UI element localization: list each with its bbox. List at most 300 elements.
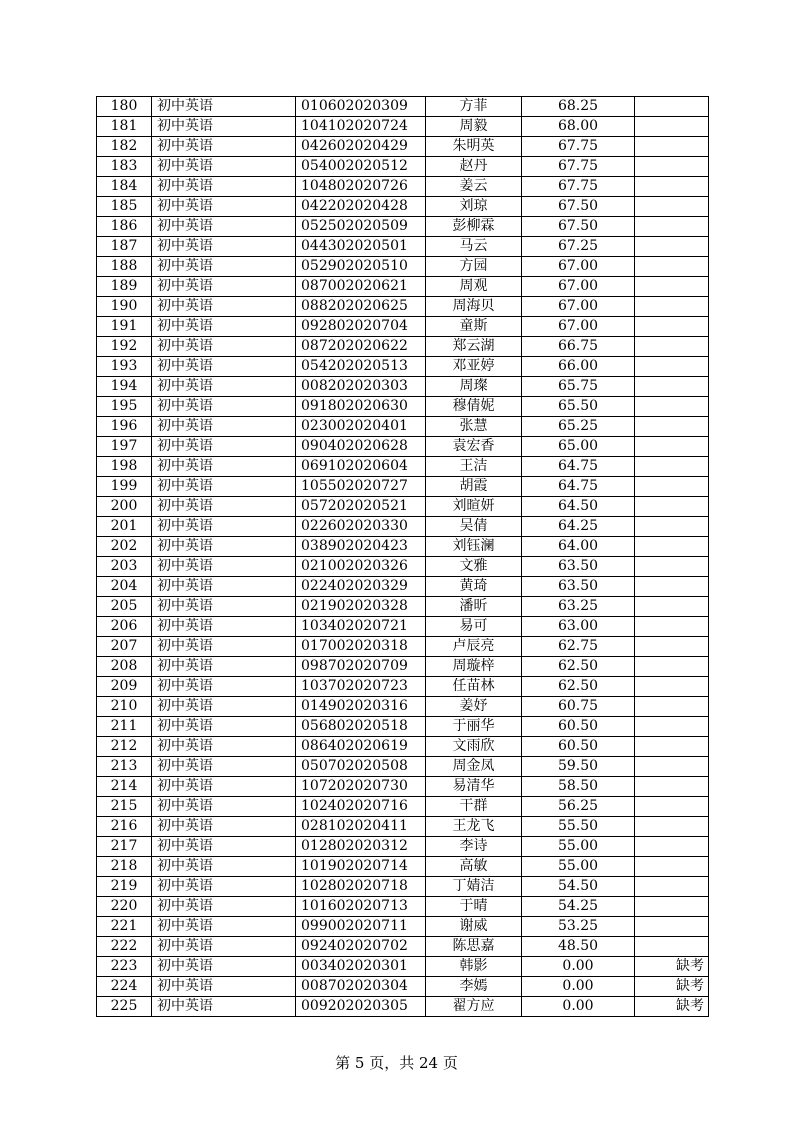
exam-id-cell: 098702020709 (296, 657, 426, 677)
seq-cell: 220 (97, 897, 152, 917)
note-cell: 缺考 (635, 957, 709, 977)
note-cell (635, 517, 709, 537)
exam-id-cell: 057202020521 (296, 497, 426, 517)
subject-cell: 初中英语 (152, 617, 296, 637)
subject-cell: 初中英语 (152, 977, 296, 997)
subject-cell: 初中英语 (152, 97, 296, 117)
name-cell: 姜妤 (426, 697, 522, 717)
exam-id-cell: 003402020301 (296, 957, 426, 977)
score-cell: 53.25 (522, 917, 635, 937)
subject-cell: 初中英语 (152, 377, 296, 397)
note-cell (635, 717, 709, 737)
table-row (97, 857, 709, 877)
note-cell (635, 97, 709, 117)
subject-cell: 初中英语 (152, 437, 296, 457)
seq-cell: 187 (97, 237, 152, 257)
seq-cell: 186 (97, 217, 152, 237)
seq-cell: 224 (97, 977, 152, 997)
note-cell (635, 777, 709, 797)
name-cell: 周金凤 (426, 757, 522, 777)
seq-cell: 201 (97, 517, 152, 537)
subject-cell: 初中英语 (152, 137, 296, 157)
seq-cell: 205 (97, 597, 152, 617)
table-row (97, 737, 709, 757)
note-cell (635, 397, 709, 417)
note-cell (635, 277, 709, 297)
name-cell: 穆倩妮 (426, 397, 522, 417)
table-row (97, 457, 709, 477)
name-cell: 文雅 (426, 557, 522, 577)
name-cell: 于丽华 (426, 717, 522, 737)
note-cell (635, 497, 709, 517)
name-cell: 刘暄妍 (426, 497, 522, 517)
exam-id-cell: 028102020411 (296, 817, 426, 837)
subject-cell: 初中英语 (152, 857, 296, 877)
note-cell (635, 657, 709, 677)
exam-id-cell: 104802020726 (296, 177, 426, 197)
note-cell (635, 157, 709, 177)
note-cell (635, 897, 709, 917)
subject-cell: 初中英语 (152, 557, 296, 577)
seq-cell: 222 (97, 937, 152, 957)
note-cell (635, 297, 709, 317)
seq-cell: 184 (97, 177, 152, 197)
seq-cell: 181 (97, 117, 152, 137)
name-cell: 郑云湖 (426, 337, 522, 357)
name-cell: 周毅 (426, 117, 522, 137)
subject-cell: 初中英语 (152, 777, 296, 797)
score-cell: 64.00 (522, 537, 635, 557)
table-row (97, 317, 709, 337)
seq-cell: 208 (97, 657, 152, 677)
score-cell: 67.75 (522, 157, 635, 177)
note-cell (635, 937, 709, 957)
note-cell: 缺考 (635, 977, 709, 997)
table-row (97, 437, 709, 457)
subject-cell: 初中英语 (152, 117, 296, 137)
seq-cell: 190 (97, 297, 152, 317)
seq-cell: 200 (97, 497, 152, 517)
subject-cell: 初中英语 (152, 417, 296, 437)
table-row (97, 277, 709, 297)
subject-cell: 初中英语 (152, 917, 296, 937)
seq-cell: 188 (97, 257, 152, 277)
name-cell: 高敏 (426, 857, 522, 877)
table-row (97, 137, 709, 157)
table-row (97, 977, 709, 997)
seq-cell: 204 (97, 577, 152, 597)
table-row (97, 117, 709, 137)
subject-cell: 初中英语 (152, 597, 296, 617)
exam-id-cell: 022602020330 (296, 517, 426, 537)
note-cell (635, 757, 709, 777)
table-row (97, 877, 709, 897)
score-cell: 65.75 (522, 377, 635, 397)
name-cell: 潘昕 (426, 597, 522, 617)
subject-cell: 初中英语 (152, 797, 296, 817)
table-row (97, 397, 709, 417)
note-cell (635, 877, 709, 897)
name-cell: 周璨 (426, 377, 522, 397)
note-cell (635, 197, 709, 217)
score-cell: 0.00 (522, 957, 635, 977)
name-cell: 易可 (426, 617, 522, 637)
table-row (97, 957, 709, 977)
subject-cell: 初中英语 (152, 197, 296, 217)
table-row (97, 797, 709, 817)
note-cell (635, 257, 709, 277)
table-row (97, 657, 709, 677)
score-cell: 62.50 (522, 657, 635, 677)
table-row (97, 177, 709, 197)
table-row (97, 597, 709, 617)
score-cell: 63.50 (522, 577, 635, 597)
note-cell (635, 317, 709, 337)
score-cell: 65.00 (522, 437, 635, 457)
name-cell: 翟方应 (426, 997, 522, 1017)
name-cell: 赵丹 (426, 157, 522, 177)
name-cell: 童斯 (426, 317, 522, 337)
seq-cell: 219 (97, 877, 152, 897)
exam-id-cell: 017002020318 (296, 637, 426, 657)
seq-cell: 199 (97, 477, 152, 497)
score-cell: 48.50 (522, 937, 635, 957)
exam-id-cell: 103402020721 (296, 617, 426, 637)
subject-cell: 初中英语 (152, 357, 296, 377)
exam-id-cell: 087202020622 (296, 337, 426, 357)
subject-cell: 初中英语 (152, 957, 296, 977)
subject-cell: 初中英语 (152, 237, 296, 257)
note-cell (635, 857, 709, 877)
score-cell: 54.25 (522, 897, 635, 917)
seq-cell: 182 (97, 137, 152, 157)
score-cell: 66.00 (522, 357, 635, 377)
seq-cell: 212 (97, 737, 152, 757)
name-cell: 文雨欣 (426, 737, 522, 757)
note-cell (635, 417, 709, 437)
seq-cell: 198 (97, 457, 152, 477)
score-cell: 67.00 (522, 277, 635, 297)
score-cell: 64.50 (522, 497, 635, 517)
exam-id-cell: 107202020730 (296, 777, 426, 797)
note-cell (635, 617, 709, 637)
table-row (97, 497, 709, 517)
score-cell: 65.25 (522, 417, 635, 437)
subject-cell: 初中英语 (152, 937, 296, 957)
subject-cell: 初中英语 (152, 397, 296, 417)
subject-cell: 初中英语 (152, 897, 296, 917)
score-cell: 67.50 (522, 197, 635, 217)
note-cell (635, 457, 709, 477)
note-cell (635, 237, 709, 257)
seq-cell: 214 (97, 777, 152, 797)
name-cell: 朱明英 (426, 137, 522, 157)
name-cell: 方园 (426, 257, 522, 277)
name-cell: 彭柳霖 (426, 217, 522, 237)
seq-cell: 213 (97, 757, 152, 777)
exam-id-cell: 088202020625 (296, 297, 426, 317)
score-cell: 66.75 (522, 337, 635, 357)
note-cell (635, 597, 709, 617)
score-cell: 62.75 (522, 637, 635, 657)
subject-cell: 初中英语 (152, 277, 296, 297)
subject-cell: 初中英语 (152, 737, 296, 757)
score-cell: 60.50 (522, 717, 635, 737)
name-cell: 吴倩 (426, 517, 522, 537)
subject-cell: 初中英语 (152, 757, 296, 777)
subject-cell: 初中英语 (152, 177, 296, 197)
exam-id-cell: 021902020328 (296, 597, 426, 617)
score-cell: 58.50 (522, 777, 635, 797)
score-cell: 62.50 (522, 677, 635, 697)
table-row (97, 917, 709, 937)
exam-id-cell: 052502020509 (296, 217, 426, 237)
table-row (97, 157, 709, 177)
name-cell: 易清华 (426, 777, 522, 797)
name-cell: 方菲 (426, 97, 522, 117)
table-row (97, 897, 709, 917)
seq-cell: 180 (97, 97, 152, 117)
score-cell: 55.50 (522, 817, 635, 837)
seq-cell: 221 (97, 917, 152, 937)
subject-cell: 初中英语 (152, 337, 296, 357)
note-cell (635, 697, 709, 717)
seq-cell: 210 (97, 697, 152, 717)
subject-cell: 初中英语 (152, 537, 296, 557)
score-cell: 54.50 (522, 877, 635, 897)
name-cell: 黄琦 (426, 577, 522, 597)
name-cell: 马云 (426, 237, 522, 257)
table-row (97, 637, 709, 657)
exam-id-cell: 056802020518 (296, 717, 426, 737)
subject-cell: 初中英语 (152, 217, 296, 237)
score-cell: 68.00 (522, 117, 635, 137)
page-footer: 第 5 页，共 24 页 (335, 1054, 458, 1072)
exam-id-cell: 012802020312 (296, 837, 426, 857)
name-cell: 丁婧洁 (426, 877, 522, 897)
subject-cell: 初中英语 (152, 157, 296, 177)
seq-cell: 225 (97, 997, 152, 1017)
exam-id-cell: 054002020512 (296, 157, 426, 177)
exam-id-cell: 090402020628 (296, 437, 426, 457)
score-cell: 64.75 (522, 457, 635, 477)
exam-id-cell: 054202020513 (296, 357, 426, 377)
exam-id-cell: 014902020316 (296, 697, 426, 717)
table-row (97, 197, 709, 217)
table-row (97, 997, 709, 1017)
exam-id-cell: 038902020423 (296, 537, 426, 557)
score-cell: 64.75 (522, 477, 635, 497)
subject-cell: 初中英语 (152, 837, 296, 857)
score-cell: 65.50 (522, 397, 635, 417)
subject-cell: 初中英语 (152, 517, 296, 537)
subject-cell: 初中英语 (152, 577, 296, 597)
note-cell (635, 817, 709, 837)
note-cell (635, 137, 709, 157)
name-cell: 张慧 (426, 417, 522, 437)
seq-cell: 211 (97, 717, 152, 737)
seq-cell: 192 (97, 337, 152, 357)
exam-id-cell: 102802020718 (296, 877, 426, 897)
exam-id-cell: 101902020714 (296, 857, 426, 877)
score-cell: 56.25 (522, 797, 635, 817)
name-cell: 陈思嘉 (426, 937, 522, 957)
exam-id-cell: 069102020604 (296, 457, 426, 477)
score-cell: 0.00 (522, 997, 635, 1017)
score-cell: 64.25 (522, 517, 635, 537)
name-cell: 卢辰亮 (426, 637, 522, 657)
name-cell: 王洁 (426, 457, 522, 477)
seq-cell: 185 (97, 197, 152, 217)
score-cell: 55.00 (522, 857, 635, 877)
score-cell: 55.00 (522, 837, 635, 857)
note-cell (635, 797, 709, 817)
subject-cell: 初中英语 (152, 497, 296, 517)
note-cell (635, 737, 709, 757)
score-cell: 60.75 (522, 697, 635, 717)
table-row (97, 297, 709, 317)
table-row (97, 537, 709, 557)
note-cell (635, 437, 709, 457)
exam-id-cell: 008202020303 (296, 377, 426, 397)
exam-id-cell: 052902020510 (296, 257, 426, 277)
seq-cell: 216 (97, 817, 152, 837)
subject-cell: 初中英语 (152, 997, 296, 1017)
name-cell: 刘钰澜 (426, 537, 522, 557)
subject-cell: 初中英语 (152, 817, 296, 837)
score-cell: 67.00 (522, 317, 635, 337)
score-cell: 67.50 (522, 217, 635, 237)
subject-cell: 初中英语 (152, 457, 296, 477)
name-cell: 谢威 (426, 917, 522, 937)
subject-cell: 初中英语 (152, 257, 296, 277)
score-cell: 63.00 (522, 617, 635, 637)
note-cell (635, 537, 709, 557)
score-cell: 68.25 (522, 97, 635, 117)
name-cell: 李诗 (426, 837, 522, 857)
seq-cell: 189 (97, 277, 152, 297)
exam-id-cell: 050702020508 (296, 757, 426, 777)
exam-id-cell: 021002020326 (296, 557, 426, 577)
score-cell: 67.75 (522, 137, 635, 157)
exam-id-cell: 092802020704 (296, 317, 426, 337)
score-cell: 59.50 (522, 757, 635, 777)
exam-id-cell: 008702020304 (296, 977, 426, 997)
exam-id-cell: 099002020711 (296, 917, 426, 937)
name-cell: 姜云 (426, 177, 522, 197)
subject-cell: 初中英语 (152, 717, 296, 737)
table-row (97, 717, 709, 737)
name-cell: 周观 (426, 277, 522, 297)
table-row (97, 97, 709, 117)
seq-cell: 194 (97, 377, 152, 397)
note-cell (635, 337, 709, 357)
table-row (97, 697, 709, 717)
note-cell: 缺考 (635, 997, 709, 1017)
table-row (97, 257, 709, 277)
table-body (97, 97, 709, 1017)
name-cell: 袁宏香 (426, 437, 522, 457)
seq-cell: 197 (97, 437, 152, 457)
exam-id-cell: 086402020619 (296, 737, 426, 757)
score-cell: 60.50 (522, 737, 635, 757)
subject-cell: 初中英语 (152, 477, 296, 497)
score-cell: 67.00 (522, 257, 635, 277)
table-row (97, 757, 709, 777)
score-cell: 67.25 (522, 237, 635, 257)
table-row (97, 237, 709, 257)
table-row (97, 417, 709, 437)
note-cell (635, 357, 709, 377)
name-cell: 周璇梓 (426, 657, 522, 677)
exam-id-cell: 092402020702 (296, 937, 426, 957)
exam-id-cell: 101602020713 (296, 897, 426, 917)
score-cell: 67.00 (522, 297, 635, 317)
table-row (97, 217, 709, 237)
note-cell (635, 577, 709, 597)
table-row (97, 557, 709, 577)
exam-id-cell: 023002020401 (296, 417, 426, 437)
table-row (97, 517, 709, 537)
exam-id-cell: 104102020724 (296, 117, 426, 137)
note-cell (635, 837, 709, 857)
seq-cell: 218 (97, 857, 152, 877)
subject-cell: 初中英语 (152, 317, 296, 337)
seq-cell: 209 (97, 677, 152, 697)
exam-id-cell: 091802020630 (296, 397, 426, 417)
seq-cell: 206 (97, 617, 152, 637)
note-cell (635, 557, 709, 577)
seq-cell: 196 (97, 417, 152, 437)
score-cell: 63.50 (522, 557, 635, 577)
name-cell: 干群 (426, 797, 522, 817)
subject-cell: 初中英语 (152, 677, 296, 697)
table-row (97, 937, 709, 957)
score-cell: 0.00 (522, 977, 635, 997)
seq-cell: 207 (97, 637, 152, 657)
seq-cell: 217 (97, 837, 152, 857)
note-cell (635, 177, 709, 197)
table-row (97, 677, 709, 697)
name-cell: 韩影 (426, 957, 522, 977)
subject-cell: 初中英语 (152, 697, 296, 717)
note-cell (635, 217, 709, 237)
table-row (97, 817, 709, 837)
table-row (97, 837, 709, 857)
seq-cell: 202 (97, 537, 152, 557)
note-cell (635, 637, 709, 657)
exam-id-cell: 087002020621 (296, 277, 426, 297)
name-cell: 王龙飞 (426, 817, 522, 837)
subject-cell: 初中英语 (152, 637, 296, 657)
seq-cell: 191 (97, 317, 152, 337)
score-cell: 67.75 (522, 177, 635, 197)
name-cell: 任苗林 (426, 677, 522, 697)
table-row (97, 357, 709, 377)
seq-cell: 195 (97, 397, 152, 417)
seq-cell: 193 (97, 357, 152, 377)
table-row (97, 337, 709, 357)
table-row (97, 617, 709, 637)
table-row (97, 377, 709, 397)
subject-cell: 初中英语 (152, 877, 296, 897)
results-table (96, 96, 709, 1017)
table-row (97, 577, 709, 597)
note-cell (635, 117, 709, 137)
table-row (97, 777, 709, 797)
name-cell: 周海贝 (426, 297, 522, 317)
note-cell (635, 477, 709, 497)
